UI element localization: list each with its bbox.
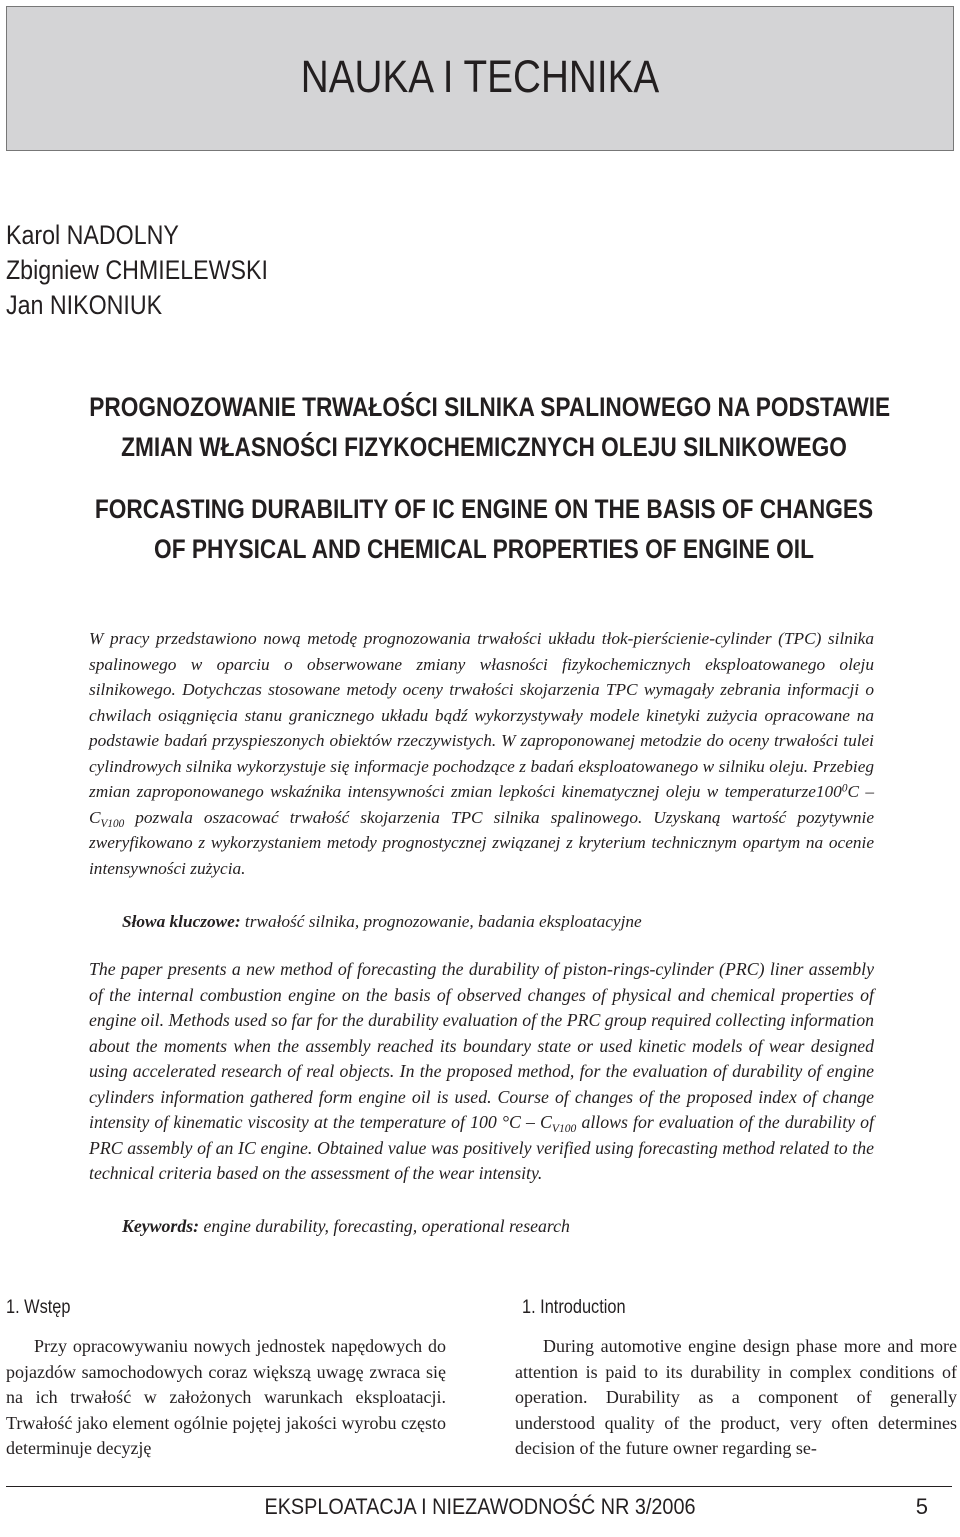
keywords-text: engine durability, forecasting, operational research: [199, 1216, 570, 1236]
keywords-text: trwałość silnika, prognozowanie, badania eksploatacyjne: [240, 912, 642, 931]
section-heading-polish: 1. Wstęp: [6, 1297, 71, 1318]
journal-section-title: NAUKA I TECHNIKA: [300, 51, 660, 102]
title-line: OF PHYSICAL AND CHEMICAL PROPERTIES OF ENGINE OIL: [154, 534, 814, 564]
keywords-english: [122, 1216, 570, 1237]
body-column-polish: [6, 1334, 446, 1462]
keywords-polish: [122, 912, 642, 932]
paper-title-polish: [14, 387, 954, 467]
keywords-label: Słowa kluczowe:: [122, 912, 241, 931]
footer-divider: [6, 1486, 952, 1487]
section-heading-english: 1. Introduction: [522, 1297, 626, 1318]
abstract-english: The paper presents a new method of forecasting the durability of piston-rings-cylinder (PRC) liner assembly of the internal combustion engine on the basis of observed changes of physical and chemical properties of engine oil. Methods used so far for the durability evaluation of the PRC group required collecting information about the moments when the assembly reached its boundary state or used kinetic models of wear designed using accelerated research of real objects. In the proposed method, for the evaluation of durability of engine cylinders information gathered form engine oil is used. Course of changes of the proposed index of change intensity of kinematic viscosity at the temperature of 100 $^\circ C - C_{V100}$ allows for evaluation of the durability of PRC assembly of an IC engine. Obtained value was positively verified using forecasting method related to the technical criteria based on the assessment of the wear intensity.: [89, 959, 874, 1183]
author-name: Karol NADOLNY: [6, 220, 179, 250]
author-list: [6, 218, 311, 323]
paper-title-english: [14, 489, 954, 569]
author-name: Jan NIKONIUK: [6, 290, 163, 320]
title-line: ZMIAN WŁASNOŚCI FIZYKOCHEMICZNYCH OLEJU SILNIKOWEGO: [121, 432, 847, 462]
body-paragraph: During automotive engine design phase more and more attention is paid to its durability in complex conditions of operation. Durability as a component of generally understood quality of the product, very often determines decision of the future owner regarding se-: [515, 1336, 957, 1458]
abstract-polish: W pracy przedstawiono nową metodę prognozowania trwałości układu tłok-pierścienie-cylinder (TPC) silnika spalinowego w oparciu o obserwowane zmiany własności fizykochemicznych eksploatowanego oleju silnikowego. Dotychczas stosowane metody oceny trwałości skojarzenia TPC wymagały zebrania informacji o chwilach osiągnięcia stanu granicznego układu bądź wykorzystywały modele kinetyki zużycia opracowane na podstawie badań przyspieszonych obiektów rzeczywistych. W zaproponowanej metodzie do oceny trwałości tulei cylindrowych silnika wykorzystuje się informacje pochodzące z badań eksploatowanego w silniku oleju. Przebieg zmian zaproponowanego wskaźnika intensywności zmian lepkości kinematycznej oleju w $temperaturze100^0C - C_{V100}$ pozwala oszacować trwałość skojarzenia TPC silnika spalinowego. Uzyskaną wartość pozytywnie zweryfikowano z wykorzystaniem metody prognostycznej związanej z kryterium technicznym opartym na ocenie intensywności zużycia.: [89, 629, 874, 878]
footer-journal-name: EKSPLOATACJA I NIEZAWODNOŚĆ NR 3/2006: [264, 1494, 696, 1519]
title-line: FORCASTING DURABILITY OF IC ENGINE ON THE BASIS OF CHANGES: [94, 494, 874, 524]
title-line: PROGNOZOWANIE TRWAŁOŚCI SILNIKA SPALINOWEGO NA PODSTAWIE: [89, 392, 891, 422]
page-number: 5: [915, 1494, 928, 1519]
keywords-label: Keywords:: [122, 1216, 200, 1236]
author-name: Zbigniew CHMIELEWSKI: [6, 255, 268, 285]
section-header-box: [6, 6, 954, 151]
body-paragraph: Przy opracowywaniu nowych jednostek napędowych do pojazdów samochodowych coraz większą uwagę zwraca się na ich trwałość w założonych warunkach eksploatacji. Trwałość jako element ogólnie pojętej jakości wyrobu często determinuje decyzję: [6, 1336, 446, 1458]
body-column-english: [515, 1334, 957, 1462]
